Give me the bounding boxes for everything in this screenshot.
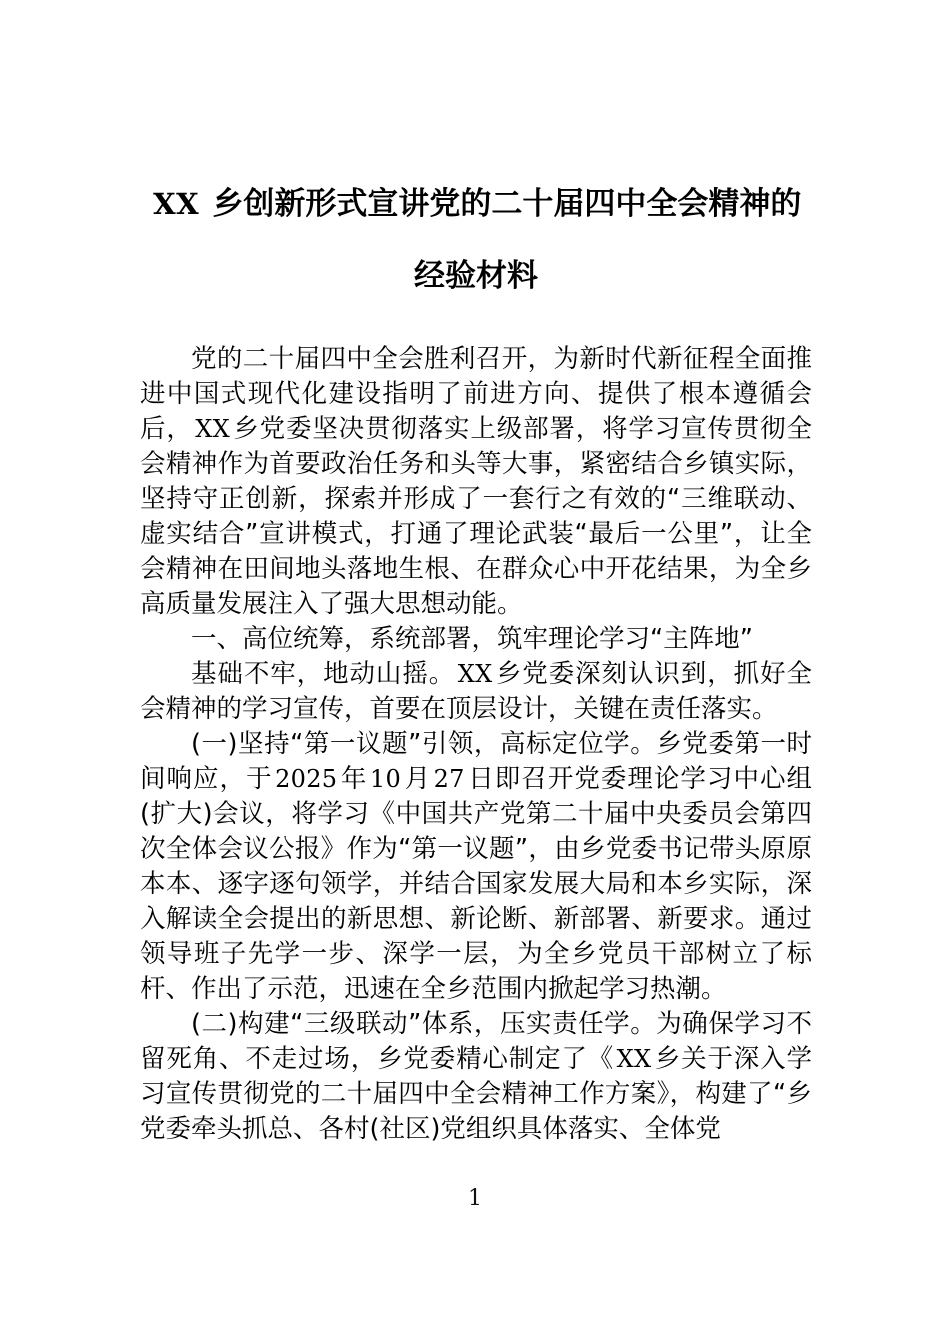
month-value: 10 bbox=[369, 765, 402, 793]
org-abbrev: XX bbox=[616, 1045, 652, 1073]
page-title bbox=[140, 0, 812, 312]
title-latin-prefix: XX bbox=[153, 187, 200, 221]
org-abbrev: XX bbox=[195, 415, 230, 443]
title-text: 乡创新形式宣讲党的二十届四中全会精神的经验材料 bbox=[201, 186, 802, 294]
paragraph-sub-1-1: (一)坚持“第一议题”引领，高标定位学。乡党委第一时间响应，于 2025年 10月 27日即召开党委理论学习中心组(扩大)会议，将学习《中国共产党第二十届中央委员会第四次全体会议公报》作为“第一议题”，由乡党委书记带头原原本本、逐字逐句领学，并结合国家发展大局和本乡实际，深入解读全会提出的新思想、新论断、新部署、新要求。通过领导班子先学一步、深学一层，为全乡党员干部树立了标杆、作出了示范，迅速在全乡范围内掀起学习热潮。 bbox=[140, 729, 812, 1004]
document-content bbox=[140, 0, 812, 1147]
paragraph-intro: 党的二十届四中全会胜利召开，为新时代新征程全面推进中国式现代化建设指明了前进方向、提供了根本遵循会后， XX乡党委坚决贯彻落实上级部署，将学习宣传贯彻全会精神作为首要政治任务和头等大事，紧密结合乡镇实际，坚持守正创新，探索并形成了一套行之有效的“三维联动、虚实结合”宣讲模式，打通了理论武装“最后一公里”，让全会精神在田间地头落地生根、在群众心中开花结果，为全乡高质量发展注入了强大思想动能。 bbox=[140, 344, 812, 619]
paragraph-section-1-lead: 基础不牢，地动山摇。 XX乡党委深刻认识到，抓好全会精神的学习宣传，首要在顶层设计，关键在责任落实。 bbox=[140, 659, 812, 724]
page-number: 1 bbox=[468, 1186, 482, 1211]
year-value: 2025 bbox=[275, 765, 338, 793]
section-heading-1: 一、高位统筹，系统部署，筑牢理论学习“主阵地” bbox=[191, 624, 753, 654]
org-abbrev: XX bbox=[457, 660, 493, 688]
document-body bbox=[140, 342, 812, 1147]
day-value: 27 bbox=[433, 765, 465, 793]
paragraph-sub-1-2: (二)构建“三级联动”体系，压实责任学。为确保学习不留死角、不走过场，乡党委精心制定了《 XX乡关于深入学习宣传贯彻党的二十届四中全会精神工作方案》，构建了“乡党委牵头抓总、各村(社区)党组织具体落实、全体党 bbox=[140, 1009, 812, 1144]
